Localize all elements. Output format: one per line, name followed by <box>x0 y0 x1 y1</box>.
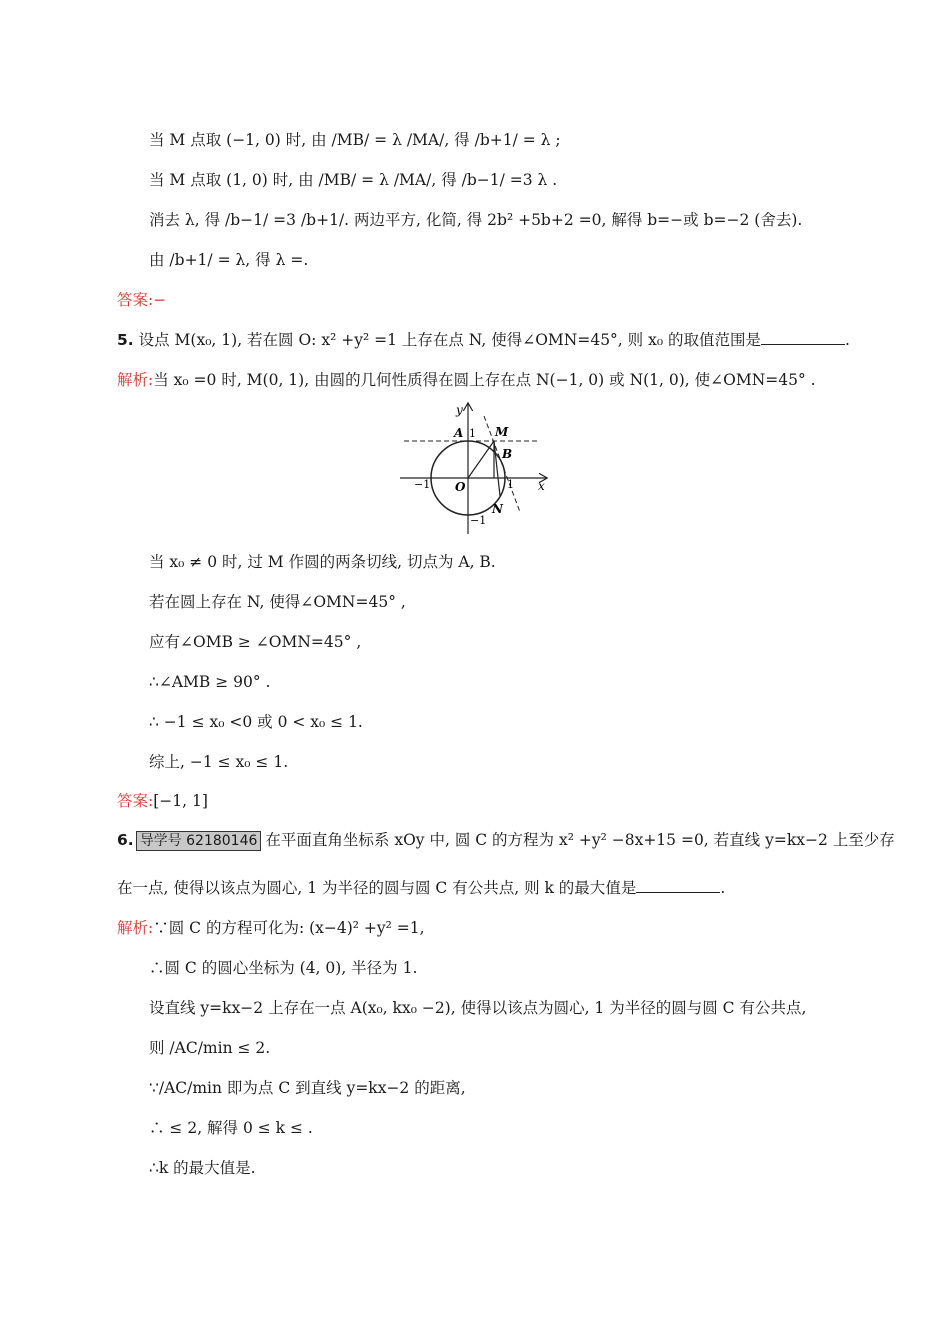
answer-label: 答案: <box>117 792 154 810</box>
axis-y-label: y <box>456 403 463 417</box>
solution-line: 若在圆上存在 N, 使得∠OMN=45° , <box>149 593 406 611</box>
label-b: B <box>502 447 513 461</box>
solution-line: ∴ ≤ 2, 解得 0 ≤ k ≤ . <box>149 1119 313 1137</box>
answer-value: − <box>153 291 167 309</box>
tick-x-neg1: −1 <box>414 478 431 491</box>
solution-line: 设直线 y=kx−2 上存在一点 A(x₀, kx₀ −2), 使得以该点为圆心, 1 为半径的圆与圆 C 有公共点, <box>149 999 807 1017</box>
question-text: 在一点, 使得以该点为圆心, 1 为半径的圆与圆 C 有公共点, 则 k 的最大值是 <box>117 879 637 897</box>
solution-line: 当 M 点取 (1, 0) 时, 由 /MB/ = λ /MA/, 得 /b−1/ =3 λ . <box>149 171 558 189</box>
label-n: N <box>492 502 503 516</box>
solution-line: 应有∠OMB ≥ ∠OMN=45° , <box>149 633 362 651</box>
question-5 <box>117 330 850 350</box>
question-6-cont <box>117 878 725 898</box>
analysis-text: 当 x₀ =0 时, M(0, 1), 由圆的几何性质得在圆上存在点 N(−1, 0) 或 N(1, 0), 使∠OMN=45° . <box>153 371 816 389</box>
question-number: 6. <box>117 831 134 849</box>
axis-x-label: x <box>538 479 545 493</box>
solution-line: 当 x₀ ≠ 0 时, 过 M 作圆的两条切线, 切点为 A, B. <box>149 553 496 571</box>
solution-line: 则 /AC/min ≤ 2. <box>149 1039 271 1057</box>
question-text: 在平面直角坐标系 xOy 中, 圆 C 的方程为 x² +y² −8x+15 =0, 若直线 y=kx−2 上至少存 <box>265 831 895 849</box>
tick-y-neg1: −1 <box>470 514 487 527</box>
solution-line: ∴ −1 ≤ x₀ <0 或 0 < x₀ ≤ 1. <box>149 713 363 731</box>
analysis-label: 解析: <box>117 919 154 937</box>
solution-line: ∴∠AMB ≥ 90° . <box>149 673 271 691</box>
label-o: O <box>455 480 466 494</box>
answer-blank <box>761 330 845 345</box>
answer-line <box>117 791 208 811</box>
analysis-text: ∵圆 C 的方程可化为: (x−4)² +y² =1, <box>153 919 425 937</box>
segment-om <box>468 441 494 478</box>
question-text: 设点 M(x₀, 1), 若在圆 O: x² +y² =1 上存在点 N, 使得∠OMN=45°, 则 x₀ 的取值范围是 <box>138 331 761 349</box>
solution-line: 综上, −1 ≤ x₀ ≤ 1. <box>149 753 289 771</box>
label-a: A <box>454 426 464 440</box>
question-6 <box>117 830 895 851</box>
answer-line <box>117 290 166 310</box>
question-end: . <box>720 879 726 897</box>
solution-line: ∵/AC/min 即为点 C 到直线 y=kx−2 的距离, <box>149 1079 466 1097</box>
answer-blank <box>636 878 720 893</box>
analysis-line <box>117 370 816 390</box>
solution-line: 由 /b+1/ = λ, 得 λ =. <box>149 251 309 269</box>
tick-x-1: 1 <box>507 478 514 491</box>
question-id-tag[interactable]: 导学号 62180146 <box>136 831 262 851</box>
label-m: M <box>495 425 509 439</box>
analysis-line <box>117 918 425 938</box>
solution-line: ∴k 的最大值是. <box>149 1159 256 1177</box>
question-end: . <box>844 331 850 349</box>
solution-line: ∴圆 C 的圆心坐标为 (4, 0), 半径为 1. <box>149 959 418 977</box>
solution-line: 当 M 点取 (−1, 0) 时, 由 /MB/ = λ /MA/, 得 /b+1/ = λ ; <box>149 131 561 149</box>
solution-line: 消去 λ, 得 /b−1/ =3 /b+1/. 两边平方, 化简, 得 2b² +5b+2 =0, 解得 b=−或 b=−2 (舍去). <box>149 211 803 229</box>
answer-label: 答案: <box>117 291 154 309</box>
analysis-label: 解析: <box>117 371 154 389</box>
question-number: 5. <box>117 331 134 349</box>
tick-y-1: 1 <box>469 427 476 440</box>
circle-diagram <box>396 400 556 536</box>
answer-value: [−1, 1] <box>153 792 208 810</box>
